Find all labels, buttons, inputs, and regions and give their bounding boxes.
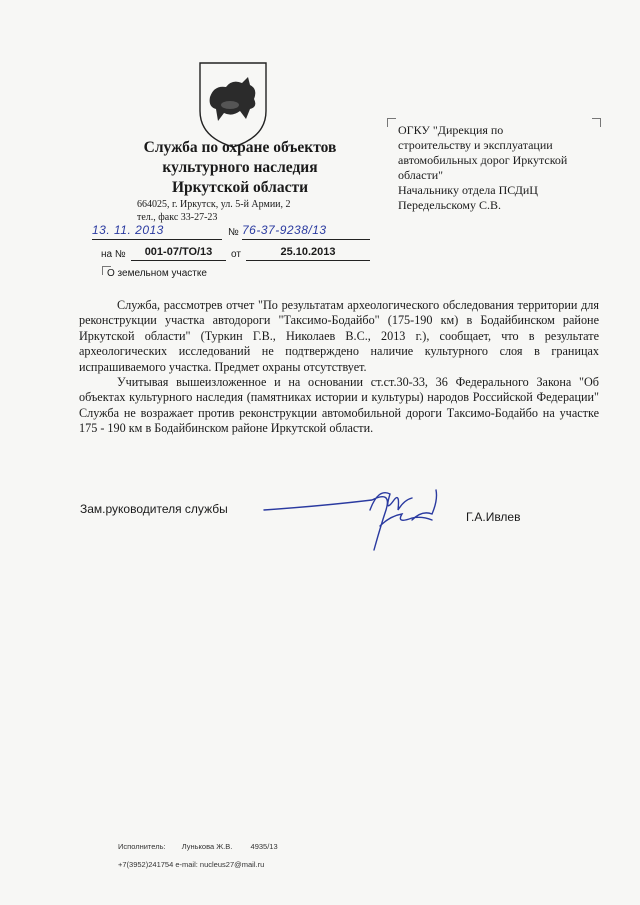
coat-of-arms-emblem bbox=[192, 59, 274, 149]
organization-title bbox=[110, 138, 370, 198]
executor-code: 4935/13 bbox=[250, 842, 278, 851]
addressee-line5: Начальнику отдела ПСДиЦ bbox=[398, 183, 538, 197]
subject-line: О земельном участке bbox=[107, 268, 207, 279]
outgoing-number-field bbox=[242, 223, 370, 240]
org-title-line2: культурного наследия bbox=[162, 159, 318, 176]
addressee-line6: Передельскому С.В. bbox=[398, 198, 501, 212]
org-title-line1: Служба по охране объектов bbox=[143, 139, 337, 156]
addressee-line3: автомобильных дорог Иркутской bbox=[398, 153, 568, 167]
signatory-name: Г.А.Ивлев bbox=[466, 510, 521, 524]
body-paragraph-2: Учитывая вышеизложенное и на основании ст.ст.30-33, 36 Федерального Закона "Об объектах культурного наследия (памятниках истории и культуры) народов Российской Федерации" Служба не возражает против реконструкции автомобильной дороги Таксимо-Бодайбо на участке 175 - 190 км в Бодайбинском районе Иркутской области. bbox=[79, 375, 599, 436]
executor-label: Исполнитель: bbox=[118, 842, 166, 851]
org-address-line: 664025, г. Иркутск, ул. 5-й Армии, 2 bbox=[137, 199, 291, 210]
addressee-block bbox=[398, 123, 608, 213]
executor-name: Лунькова Ж.В. bbox=[181, 842, 233, 851]
executor-contacts: +7(3952)241754 e-mail: nucleus27@mail.ru bbox=[118, 860, 265, 869]
addressee-line2: строительству и эксплуатации bbox=[398, 138, 553, 152]
handwritten-signature bbox=[262, 470, 462, 560]
outgoing-number-label: № bbox=[228, 227, 239, 238]
organization-address bbox=[137, 198, 291, 224]
reference-number-field bbox=[131, 246, 226, 261]
org-phone-line: тел., факс 33-27-23 bbox=[137, 212, 218, 223]
letter-body bbox=[79, 298, 599, 437]
outgoing-date-handwritten: 13. 11. 2013 bbox=[92, 223, 164, 237]
reference-number-value: 001-07/ТО/13 bbox=[144, 246, 213, 258]
outgoing-number-handwritten: 76-37-9238/13 bbox=[242, 223, 327, 237]
addressee-line4: области" bbox=[398, 168, 444, 182]
reference-date-label: от bbox=[231, 249, 241, 260]
addressee-corner-top-left bbox=[387, 118, 396, 127]
org-title-line3: Иркутской области bbox=[171, 179, 309, 196]
reference-date-value: 25.10.2013 bbox=[280, 246, 336, 258]
executor-line bbox=[118, 842, 278, 851]
body-paragraph-1: Служба, рассмотрев отчет "По результатам археологического обследования территории для реконструкции участка автодороги "Таксимо-Бодайбо" (175-190 км) в Бодайбинском районе Иркутской области" (Туркин Г.В., Николаев В.С., 2013 г.), сообщает, что в результате археологических исследований не подтверждено наличие культурного слоя в границах испрашиваемого участка. Предмет охраны отсутствует. bbox=[79, 298, 599, 374]
signatory-position: Зам.руководителя службы bbox=[80, 502, 228, 516]
reference-number-label: на № bbox=[101, 249, 126, 260]
outgoing-date-field bbox=[92, 223, 222, 240]
addressee-line1: ОГКУ "Дирекция по bbox=[398, 123, 504, 137]
reference-date-field bbox=[246, 246, 370, 261]
